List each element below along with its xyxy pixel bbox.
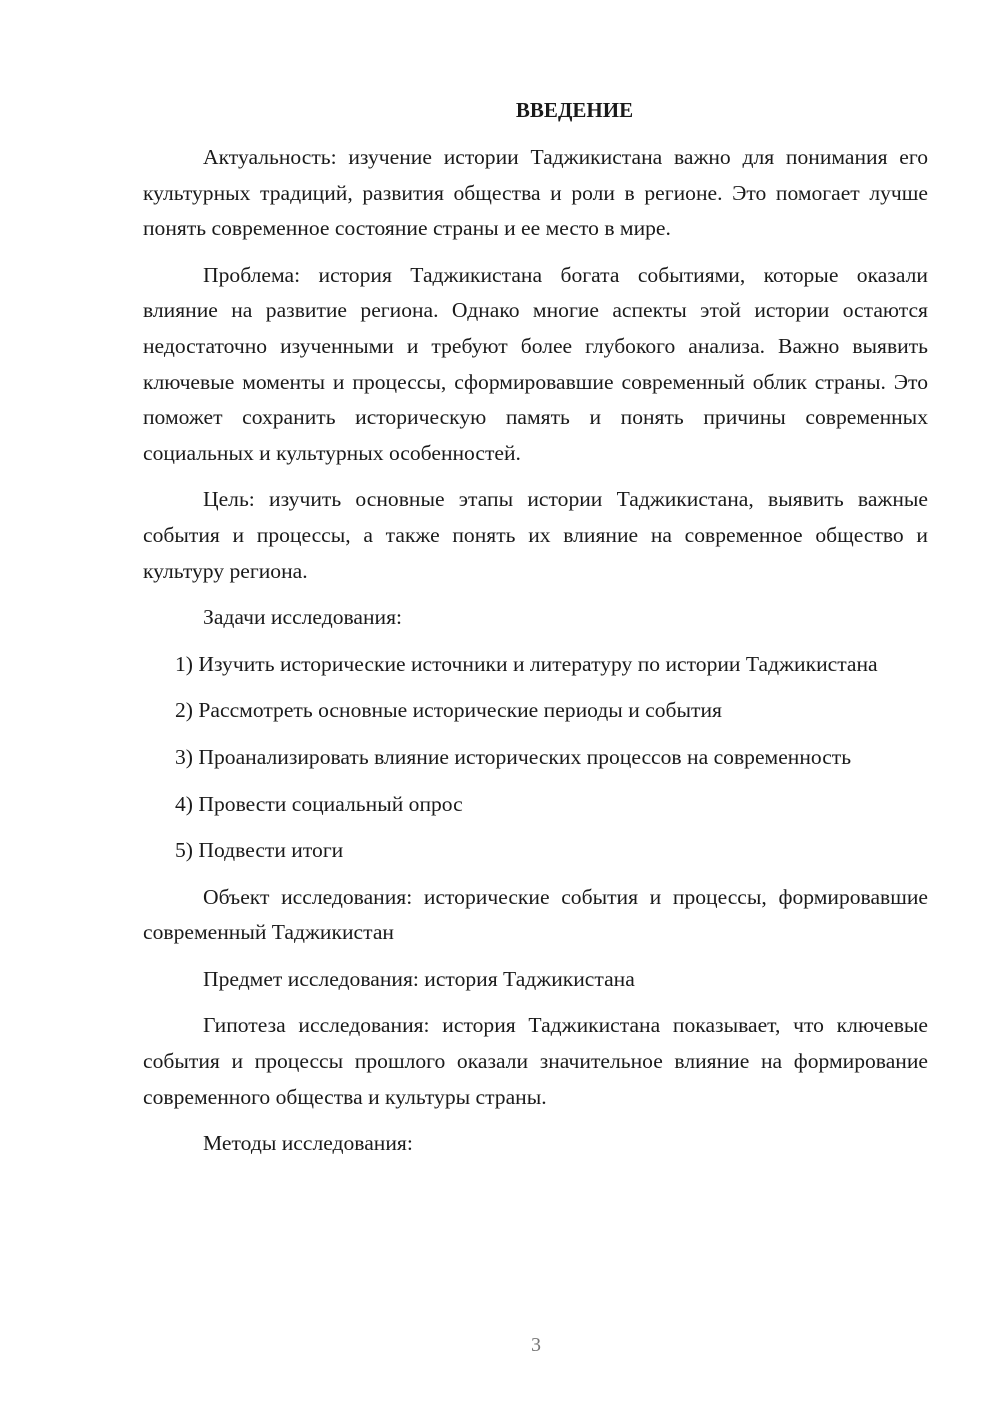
goal-paragraph: Цель: изучить основные этапы истории Таджикистана, выявить важные события и процессы, а также понять их влияние на современное общество и культуру региона. — [143, 487, 928, 583]
hypothesis-paragraph: Гипотеза исследования: история Таджикистана показывает, что ключевые события и процессы прошлого оказали значительное влияние на формирование современного общества и культуры страны. — [143, 1013, 928, 1109]
tasks-heading: Задачи исследования: — [203, 605, 403, 630]
subject-paragraph: Предмет исследования: история Таджикистана — [203, 966, 635, 991]
document-page — [143, 92, 928, 1173]
task-item: 2) Рассмотреть основные исторические периоды и события — [175, 698, 722, 723]
task-item: 4) Провести социальный опрос — [175, 791, 463, 816]
relevance-paragraph: Актуальность: изучение истории Таджикистана важно для понимания его культурных традиций, развития общества и роли в регионе. Это помогает лучше понять современное состояние страны и ее место в мире. — [143, 145, 928, 241]
methods-heading: Методы исследования: — [203, 1131, 413, 1156]
task-item: 5) Подвести итоги — [175, 838, 344, 863]
task-item: 1) Изучить исторические источники и литературу по истории Таджикистана — [175, 651, 878, 676]
problem-paragraph: Проблема: история Таджикистана богата событиями, которые оказали влияние на развитие региона. Однако многие аспекты этой истории остаются недостаточно изученными и требуют более глубокого анализа. Важно выявить ключевые моменты и процессы, сформировавшие современный облик страны. Это поможет сохранить историческую память и понять причины современных социальных и культурных особенностей. — [143, 262, 928, 465]
section-heading: ВВЕДЕНИЕ — [515, 98, 634, 122]
object-paragraph: Объект исследования: исторические события и процессы, формировавшие современный Таджикистан — [143, 884, 928, 945]
task-item: 3) Проанализировать влияние исторических процессов на современность — [175, 744, 852, 769]
page-number: 3 — [531, 1334, 541, 1356]
